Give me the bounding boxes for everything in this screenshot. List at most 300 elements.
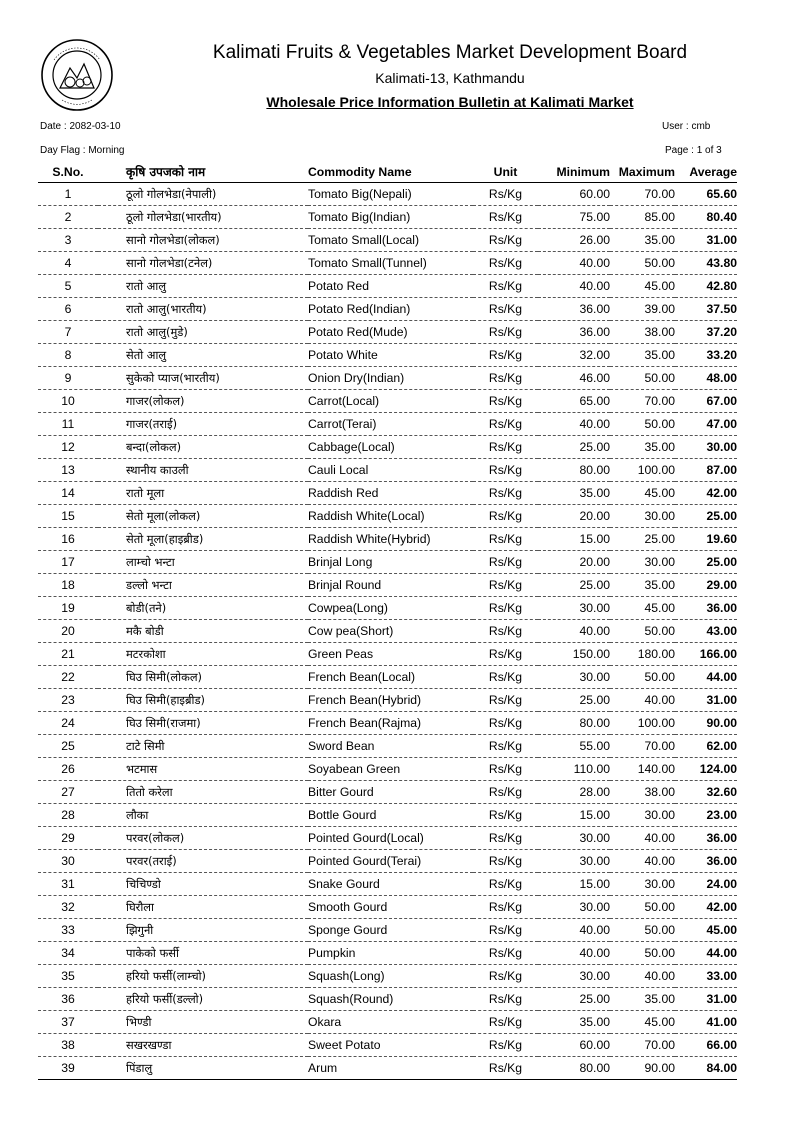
cell-minimum: 30.00: [579, 831, 610, 845]
cell-sno: 35: [61, 969, 75, 983]
cell-unit: Rs/Kg: [488, 601, 523, 615]
cell-unit: Rs/Kg: [488, 693, 523, 707]
cell-maximum: 30.00: [644, 555, 675, 569]
cell-minimum: 40.00: [579, 946, 610, 960]
cell-average: 42.80: [706, 279, 737, 293]
cell-average: 32.60: [706, 785, 737, 799]
board-address: Kalimati-13, Kathmandu: [375, 70, 525, 86]
cell-minimum: 110.00: [573, 762, 610, 776]
cell-sno: 34: [61, 946, 75, 960]
cell-maximum: 39.00: [644, 302, 675, 316]
cell-unit: Rs/Kg: [488, 371, 523, 385]
cell-average: 43.00: [706, 624, 737, 638]
cell-commodity-name: Carrot(Local): [308, 394, 380, 408]
col-header-average: Average: [689, 165, 737, 179]
table-row: [38, 689, 737, 712]
cell-unit: Rs/Kg: [488, 440, 523, 454]
cell-minimum: 32.00: [579, 348, 610, 362]
cell-maximum: 50.00: [644, 417, 675, 431]
cell-unit: Rs/Kg: [488, 486, 523, 500]
cell-sno: 17: [61, 555, 75, 569]
cell-name-nepali: रातो आलु: [126, 279, 167, 293]
table-row: [38, 390, 737, 413]
table-row: [38, 482, 737, 505]
table-row: [38, 1034, 737, 1057]
cell-maximum: 38.00: [644, 325, 675, 339]
cell-minimum: 80.00: [579, 716, 610, 730]
cell-maximum: 100.00: [637, 463, 675, 477]
cell-commodity-name: Potato Red(Mude): [308, 325, 408, 339]
cell-sno: 38: [61, 1038, 75, 1052]
cell-minimum: 35.00: [579, 486, 610, 500]
cell-commodity-name: Snake Gourd: [308, 877, 380, 891]
cell-minimum: 40.00: [579, 624, 610, 638]
cell-sno: 21: [61, 647, 75, 661]
cell-name-nepali: मकै बोडी: [126, 624, 164, 638]
cell-average: 42.00: [706, 486, 737, 500]
day-flag: Day Flag : Morning: [40, 145, 125, 156]
cell-sno: 39: [61, 1061, 75, 1075]
cell-sno: 10: [61, 394, 75, 408]
cell-minimum: 40.00: [579, 279, 610, 293]
cell-name-nepali: रातो आलु(मुडे): [126, 325, 188, 339]
board-title: Kalimati Fruits & Vegetables Market Development Board: [212, 42, 688, 63]
cell-commodity-name: Raddish White(Hybrid): [308, 532, 431, 546]
report-date: Date : 2082-03-10: [40, 121, 121, 132]
cell-commodity-name: Bitter Gourd: [308, 785, 374, 799]
cell-unit: Rs/Kg: [488, 325, 523, 339]
cell-name-nepali: मटरकोशा: [126, 647, 166, 661]
cell-name-nepali: सेतो मूला(लोकल): [126, 509, 201, 523]
cell-sno: 2: [64, 210, 72, 224]
table-header-row: [38, 162, 737, 183]
cell-maximum: 90.00: [644, 1061, 675, 1075]
cell-name-nepali: सखरखण्डा: [126, 1038, 172, 1052]
cell-name-nepali: सुकेको प्याज(भारतीय): [126, 371, 220, 385]
cell-maximum: 45.00: [644, 279, 675, 293]
cell-unit: Rs/Kg: [488, 210, 523, 224]
cell-average: 87.00: [706, 463, 737, 477]
cell-unit: Rs/Kg: [488, 647, 523, 661]
cell-maximum: 35.00: [644, 578, 675, 592]
cell-minimum: 46.00: [579, 371, 610, 385]
cell-average: 29.00: [706, 578, 737, 592]
cell-average: 31.00: [706, 693, 737, 707]
cell-average: 48.00: [706, 371, 737, 385]
cell-maximum: 40.00: [644, 854, 675, 868]
cell-minimum: 150.00: [572, 647, 610, 661]
table-row: [38, 367, 737, 390]
cell-commodity-name: Tomato Big(Indian): [308, 210, 411, 224]
table-row: [38, 758, 737, 781]
cell-unit: Rs/Kg: [488, 877, 523, 891]
cell-minimum: 25.00: [579, 578, 610, 592]
cell-name-nepali: स्थानीय काउली: [126, 463, 189, 477]
cell-average: 47.00: [706, 417, 737, 431]
cell-sno: 7: [64, 325, 72, 339]
cell-sno: 29: [61, 831, 75, 845]
cell-sno: 6: [64, 302, 72, 316]
table-row: [38, 459, 737, 482]
cell-commodity-name: Smooth Gourd: [308, 900, 388, 914]
cell-sno: 27: [61, 785, 75, 799]
cell-unit: Rs/Kg: [488, 463, 523, 477]
cell-minimum: 30.00: [579, 969, 610, 983]
cell-commodity-name: Tomato Big(Nepali): [308, 187, 412, 201]
cell-commodity-name: Cow pea(Short): [308, 624, 394, 638]
board-logo-seal: [40, 38, 114, 112]
cell-sno: 26: [61, 762, 75, 776]
cell-unit: Rs/Kg: [488, 900, 523, 914]
cell-name-nepali: ठूलो गोलभेडा(नेपाली): [126, 187, 217, 201]
cell-average: 36.00: [706, 854, 737, 868]
table-row: [38, 896, 737, 919]
cell-commodity-name: Cabbage(Local): [308, 440, 395, 454]
cell-minimum: 36.00: [579, 325, 610, 339]
cell-name-nepali: घिउ सिमी(हाइब्रीड): [126, 693, 205, 707]
cell-sno: 36: [61, 992, 75, 1006]
cell-unit: Rs/Kg: [488, 992, 523, 1006]
price-table: [38, 162, 737, 1080]
cell-unit: Rs/Kg: [488, 302, 523, 316]
cell-sno: 18: [61, 578, 75, 592]
cell-unit: Rs/Kg: [488, 969, 523, 983]
cell-name-nepali: लौका: [126, 808, 149, 822]
cell-unit: Rs/Kg: [488, 532, 523, 546]
table-row: [38, 1057, 737, 1080]
cell-commodity-name: French Bean(Rajma): [308, 716, 422, 730]
cell-sno: 20: [61, 624, 75, 638]
col-header-maximum: Maximum: [618, 165, 675, 179]
cell-sno: 31: [61, 877, 75, 891]
cell-average: 30.00: [706, 440, 737, 454]
cell-average: 33.20: [706, 348, 737, 362]
cell-commodity-name: Arum: [308, 1061, 338, 1075]
cell-maximum: 35.00: [644, 233, 675, 247]
cell-sno: 13: [61, 463, 75, 477]
table-row: [38, 528, 737, 551]
cell-average: 62.00: [706, 739, 737, 753]
cell-name-nepali: भटमास: [126, 762, 158, 776]
cell-name-nepali: लाम्चो भन्टा: [126, 555, 175, 569]
report-user: User : cmb: [662, 121, 711, 132]
table-row: [38, 344, 737, 367]
cell-minimum: 15.00: [579, 877, 610, 891]
cell-unit: Rs/Kg: [488, 739, 523, 753]
cell-unit: Rs/Kg: [488, 785, 523, 799]
cell-average: 23.00: [706, 808, 737, 822]
cell-maximum: 100.00: [637, 716, 675, 730]
table-row: [38, 574, 737, 597]
cell-unit: Rs/Kg: [488, 831, 523, 845]
cell-minimum: 40.00: [579, 417, 610, 431]
cell-maximum: 140.00: [637, 762, 675, 776]
cell-minimum: 60.00: [579, 1038, 610, 1052]
table-row: [38, 965, 737, 988]
cell-name-nepali: गाजर(लोकल): [126, 394, 185, 408]
cell-maximum: 40.00: [644, 831, 675, 845]
table-row: [38, 873, 737, 896]
cell-maximum: 35.00: [644, 992, 675, 1006]
page-indicator: Page : 1 of 3: [665, 145, 722, 156]
cell-commodity-name: Tomato Small(Tunnel): [308, 256, 427, 270]
cell-average: 36.00: [706, 601, 737, 615]
cell-minimum: 40.00: [579, 256, 610, 270]
cell-minimum: 36.00: [579, 302, 610, 316]
cell-average: 37.20: [706, 325, 737, 339]
cell-commodity-name: Pumpkin: [308, 946, 356, 960]
cell-name-nepali: घिउ सिमी(राजमा): [126, 716, 201, 730]
cell-commodity-name: Pointed Gourd(Local): [308, 831, 424, 845]
cell-commodity-name: Raddish White(Local): [308, 509, 425, 523]
cell-name-nepali: झिगुनी: [126, 923, 154, 937]
cell-name-nepali: हरियो फर्सी(डल्लो): [126, 992, 204, 1006]
cell-name-nepali: परवर(लोकल): [126, 831, 185, 845]
cell-minimum: 80.00: [579, 1061, 610, 1075]
cell-commodity-name: Squash(Round): [308, 992, 394, 1006]
table-row: [38, 781, 737, 804]
cell-commodity-name: Green Peas: [308, 647, 374, 661]
cell-unit: Rs/Kg: [488, 670, 523, 684]
cell-average: 42.00: [706, 900, 737, 914]
table-row: [38, 413, 737, 436]
cell-average: 25.00: [706, 509, 737, 523]
cell-minimum: 20.00: [579, 509, 610, 523]
cell-maximum: 40.00: [644, 969, 675, 983]
table-row: [38, 919, 737, 942]
cell-average: 33.00: [706, 969, 737, 983]
bulletin-title: Wholesale Price Information Bulletin at Kalimati Market: [266, 94, 634, 110]
table-row: [38, 597, 737, 620]
cell-average: 25.00: [706, 555, 737, 569]
table-row: [38, 183, 737, 206]
cell-unit: Rs/Kg: [488, 348, 523, 362]
cell-commodity-name: French Bean(Hybrid): [308, 693, 422, 707]
cell-minimum: 80.00: [579, 463, 610, 477]
cell-minimum: 30.00: [579, 601, 610, 615]
cell-commodity-name: Potato White: [308, 348, 378, 362]
cell-commodity-name: French Bean(Local): [308, 670, 416, 684]
cell-name-nepali: घिरौला: [126, 900, 154, 914]
cell-maximum: 30.00: [644, 509, 675, 523]
cell-unit: Rs/Kg: [488, 394, 523, 408]
table-row: [38, 298, 737, 321]
cell-maximum: 70.00: [644, 1038, 675, 1052]
cell-maximum: 50.00: [644, 670, 675, 684]
cell-minimum: 65.00: [579, 394, 610, 408]
cell-minimum: 30.00: [579, 900, 610, 914]
cell-name-nepali: सानो गोलभेडा(लोकल): [126, 233, 220, 247]
cell-maximum: 85.00: [644, 210, 675, 224]
cell-maximum: 30.00: [644, 877, 675, 891]
cell-commodity-name: Cowpea(Long): [308, 601, 388, 615]
cell-commodity-name: Cauli Local: [308, 463, 369, 477]
cell-commodity-name: Potato Red: [308, 279, 369, 293]
cell-commodity-name: Carrot(Terai): [308, 417, 377, 431]
cell-unit: Rs/Kg: [488, 555, 523, 569]
cell-maximum: 35.00: [644, 348, 675, 362]
cell-unit: Rs/Kg: [488, 279, 523, 293]
cell-maximum: 50.00: [644, 946, 675, 960]
table-row: [38, 827, 737, 850]
cell-average: 67.00: [706, 394, 737, 408]
cell-commodity-name: Sword Bean: [308, 739, 375, 753]
cell-average: 44.00: [706, 670, 737, 684]
cell-maximum: 70.00: [644, 394, 675, 408]
cell-maximum: 45.00: [644, 601, 675, 615]
cell-minimum: 60.00: [579, 187, 610, 201]
cell-name-nepali: डल्लो भन्टा: [126, 578, 172, 592]
cell-average: 124.00: [699, 762, 737, 776]
table-row: [38, 551, 737, 574]
col-header-unit: Unit: [493, 165, 518, 179]
cell-minimum: 15.00: [579, 532, 610, 546]
cell-maximum: 35.00: [644, 440, 675, 454]
cell-minimum: 55.00: [579, 739, 610, 753]
cell-unit: Rs/Kg: [488, 624, 523, 638]
cell-name-nepali: चिचिण्डो: [126, 877, 161, 891]
cell-minimum: 40.00: [579, 923, 610, 937]
cell-sno: 24: [61, 716, 75, 730]
cell-sno: 23: [61, 693, 75, 707]
cell-maximum: 45.00: [644, 486, 675, 500]
cell-sno: 1: [64, 187, 72, 201]
cell-name-nepali: भिण्डी: [126, 1015, 152, 1029]
cell-unit: Rs/Kg: [488, 256, 523, 270]
cell-average: 45.00: [706, 923, 737, 937]
cell-sno: 32: [61, 900, 75, 914]
cell-commodity-name: Raddish Red: [308, 486, 379, 500]
cell-sno: 8: [64, 348, 72, 362]
cell-sno: 25: [61, 739, 75, 753]
cell-maximum: 50.00: [644, 624, 675, 638]
table-row: [38, 850, 737, 873]
cell-name-nepali: परवर(तराई): [126, 854, 177, 868]
cell-average: 37.50: [706, 302, 737, 316]
cell-average: 166.00: [699, 647, 737, 661]
cell-unit: Rs/Kg: [488, 716, 523, 730]
cell-maximum: 25.00: [644, 532, 675, 546]
cell-unit: Rs/Kg: [488, 854, 523, 868]
cell-sno: 16: [61, 532, 75, 546]
cell-maximum: 50.00: [644, 923, 675, 937]
table-row: [38, 436, 737, 459]
cell-commodity-name: Pointed Gourd(Terai): [308, 854, 422, 868]
cell-sno: 11: [61, 417, 75, 431]
cell-name-nepali: रातो आलु(भारतीय): [126, 302, 207, 316]
table-row: [38, 206, 737, 229]
cell-average: 80.40: [706, 210, 737, 224]
cell-unit: Rs/Kg: [488, 578, 523, 592]
cell-commodity-name: Onion Dry(Indian): [308, 371, 405, 385]
col-header-commodity-name: Commodity Name: [308, 165, 412, 179]
table-row: [38, 321, 737, 344]
cell-commodity-name: Sponge Gourd: [308, 923, 388, 937]
cell-unit: Rs/Kg: [488, 417, 523, 431]
cell-average: 43.80: [706, 256, 737, 270]
cell-average: 66.00: [706, 1038, 737, 1052]
cell-sno: 5: [64, 279, 72, 293]
col-header-sno: S.No.: [52, 165, 84, 179]
cell-maximum: 50.00: [644, 256, 675, 270]
cell-sno: 4: [64, 256, 72, 270]
col-header-minimum: Minimum: [556, 165, 610, 179]
cell-minimum: 28.00: [579, 785, 610, 799]
cell-sno: 9: [64, 371, 72, 385]
cell-name-nepali: गाजर(तराई): [126, 417, 178, 431]
table-row: [38, 505, 737, 528]
cell-unit: Rs/Kg: [488, 762, 523, 776]
cell-maximum: 70.00: [644, 187, 675, 201]
cell-name-nepali: सेतो आलु: [126, 348, 167, 362]
col-header-name-nepali: कृषि उपजको नाम: [126, 165, 206, 179]
cell-average: 36.00: [706, 831, 737, 845]
table-row: [38, 643, 737, 666]
cell-sno: 3: [64, 233, 72, 247]
cell-name-nepali: पाकेको फर्सी: [126, 946, 179, 960]
cell-sno: 33: [61, 923, 75, 937]
cell-average: 41.00: [706, 1015, 737, 1029]
table-row: [38, 804, 737, 827]
cell-average: 31.00: [706, 233, 737, 247]
cell-commodity-name: Tomato Small(Local): [308, 233, 420, 247]
cell-minimum: 25.00: [579, 992, 610, 1006]
cell-unit: Rs/Kg: [488, 946, 523, 960]
cell-commodity-name: Bottle Gourd: [308, 808, 377, 822]
table-row: [38, 229, 737, 252]
cell-sno: 19: [61, 601, 75, 615]
cell-maximum: 70.00: [644, 739, 675, 753]
cell-name-nepali: बन्दा(लोकल): [126, 440, 182, 454]
cell-maximum: 50.00: [644, 900, 675, 914]
cell-average: 90.00: [706, 716, 737, 730]
cell-unit: Rs/Kg: [488, 1038, 523, 1052]
cell-name-nepali: बोडी(तने): [126, 601, 167, 615]
cell-sno: 30: [61, 854, 75, 868]
cell-name-nepali: रातो मूला: [126, 486, 165, 500]
cell-average: 24.00: [706, 877, 737, 891]
cell-sno: 14: [61, 486, 75, 500]
cell-minimum: 35.00: [579, 1015, 610, 1029]
cell-average: 65.60: [706, 187, 737, 201]
cell-commodity-name: Sweet Potato: [308, 1038, 381, 1052]
cell-sno: 15: [61, 509, 75, 523]
table-row: [38, 666, 737, 689]
cell-average: 84.00: [706, 1061, 737, 1075]
cell-minimum: 25.00: [579, 693, 610, 707]
cell-unit: Rs/Kg: [488, 808, 523, 822]
cell-average: 44.00: [706, 946, 737, 960]
cell-maximum: 180.00: [637, 647, 675, 661]
cell-name-nepali: ठूलो गोलभेडा(भारतीय): [126, 210, 222, 224]
cell-commodity-name: Soyabean Green: [308, 762, 401, 776]
cell-sno: 37: [61, 1015, 75, 1029]
cell-maximum: 50.00: [644, 371, 675, 385]
cell-minimum: 30.00: [579, 670, 610, 684]
cell-maximum: 40.00: [644, 693, 675, 707]
cell-unit: Rs/Kg: [488, 187, 523, 201]
cell-name-nepali: घिउ सिमी(लोकल): [126, 670, 202, 684]
cell-minimum: 25.00: [579, 440, 610, 454]
table-row: [38, 275, 737, 298]
cell-unit: Rs/Kg: [488, 509, 523, 523]
table-row: [38, 252, 737, 275]
cell-minimum: 75.00: [579, 210, 610, 224]
cell-commodity-name: Brinjal Long: [308, 555, 373, 569]
cell-maximum: 38.00: [644, 785, 675, 799]
cell-name-nepali: सेतो मूला(हाइब्रीड): [126, 532, 204, 546]
table-row: [38, 942, 737, 965]
